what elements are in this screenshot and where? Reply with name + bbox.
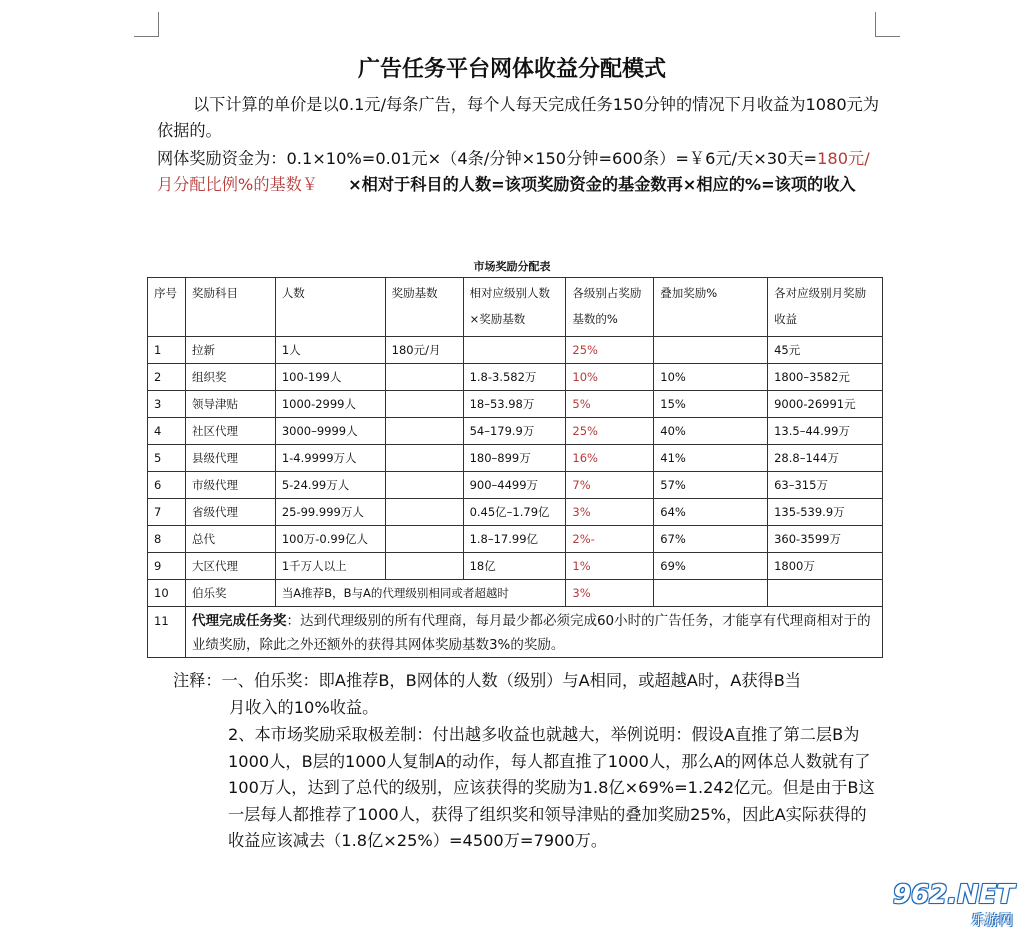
cell-monthly-income: 28.8–144万 [768, 445, 883, 472]
watermark-subtext: 乐游网 [971, 913, 1013, 929]
cell-monthly-income: 9000-26991元 [768, 391, 883, 418]
cell-subject: 社区代理 [185, 418, 275, 445]
table-row-8 [148, 526, 883, 553]
cell-no: 6 [148, 472, 186, 499]
cell-level-base: 1.8–17.99亿 [463, 526, 566, 553]
header-base: 奖励基数 [385, 278, 463, 337]
row10-desc: 当A推荐B，B与A的代理级别相同或者超越时 [275, 580, 566, 607]
formula-highlight: 180元/月分配比例%的基数￥ [157, 149, 870, 194]
cell-level-base: 0.45亿–1.79亿 [463, 499, 566, 526]
cell-base [385, 472, 463, 499]
cell-headcount: 1人 [275, 337, 385, 364]
cell-headcount: 3000–9999人 [275, 418, 385, 445]
table-row-11 [148, 607, 883, 658]
table-row-1 [148, 337, 883, 364]
cell-monthly-income: 1800–3582元 [768, 364, 883, 391]
row10-subject: 伯乐奖 [185, 580, 275, 607]
watermark-logo-text: 962.NET [893, 880, 1015, 910]
cell-no: 7 [148, 499, 186, 526]
table-row-2 [148, 364, 883, 391]
cell-monthly-income: 1800万 [768, 553, 883, 580]
cell-subject: 市级代理 [185, 472, 275, 499]
row10-no: 10 [148, 580, 186, 607]
cell-base [385, 418, 463, 445]
cell-no: 5 [148, 445, 186, 472]
cell-headcount: 1000-2999人 [275, 391, 385, 418]
page-corner-mark-right [875, 12, 900, 37]
cell-stack-pct: 41% [654, 445, 768, 472]
header-subject: 奖励科目 [185, 278, 275, 337]
cell-subject: 大区代理 [185, 553, 275, 580]
cell-headcount: 1-4.9999万人 [275, 445, 385, 472]
cell-subject: 总代 [185, 526, 275, 553]
cell-headcount: 5-24.99万人 [275, 472, 385, 499]
cell-headcount: 25-99.999万人 [275, 499, 385, 526]
table-row-5 [148, 445, 883, 472]
cell-stack-pct: 10% [654, 364, 768, 391]
header-no: 序号 [148, 278, 186, 337]
header-headcount: 人数 [275, 278, 385, 337]
cell-stack-pct [654, 337, 768, 364]
table-row-3 [148, 391, 883, 418]
cell-subject: 领导津贴 [185, 391, 275, 418]
intro-paragraph: 以下计算的单价是以0.1元/每条广告，每个人每天完成任务150分钟的情况下月收益为1080元为依据的。 [157, 95, 880, 140]
cell-no: 4 [148, 418, 186, 445]
cell-subject: 拉新 [185, 337, 275, 364]
note-1 [173, 668, 883, 721]
header-level-pct: 各级别占奖励基数的% [566, 278, 654, 337]
row11-text: ：达到代理级别的所有代理商，每月最少都必须完成60小时的广告任务，才能享有代理商相对于的业绩奖励，除此之外还额外的获得其网体奖励基数3%的奖励。 [191, 613, 871, 653]
cell-base: 180元/月 [385, 337, 463, 364]
cell-stack-pct: 15% [654, 391, 768, 418]
site-watermark [893, 880, 1017, 932]
funding-formula-paragraph [157, 146, 885, 198]
cell-monthly-income: 63–315万 [768, 472, 883, 499]
row10-pct: 3% [566, 580, 654, 607]
cell-stack-pct: 64% [654, 499, 768, 526]
header-level-base: 相对应级别人数×奖励基数 [463, 278, 566, 337]
table-title: 市场奖励分配表 [473, 260, 551, 273]
cell-base [385, 364, 463, 391]
cell-level-base: 18–53.98万 [463, 391, 566, 418]
row10-empty-b [768, 580, 883, 607]
cell-headcount: 100万-0.99亿人 [275, 526, 385, 553]
cell-stack-pct: 69% [654, 553, 768, 580]
cell-subject: 县级代理 [185, 445, 275, 472]
table-body [148, 337, 883, 580]
cell-stack-pct: 57% [654, 472, 768, 499]
table-row-10 [148, 580, 883, 607]
cell-level-base: 18亿 [463, 553, 566, 580]
table-row-4 [148, 418, 883, 445]
note-1-line-1: 注释：一、伯乐奖：即A推荐B，B网体的人数（级别）与A相同，或超越A时，A获得B当 [173, 671, 801, 690]
formula-part-1: 网体奖励资金为：0.1×10%=0.01元×（4条/分钟×150分钟=600条）=￥6元/天×30天= [157, 149, 818, 168]
cell-base [385, 499, 463, 526]
cell-headcount: 100-199人 [275, 364, 385, 391]
row11-label: 代理完成任务奖 [191, 613, 287, 629]
header-stack-pct: 叠加奖励% [654, 278, 768, 337]
cell-level-pct: 2%- [566, 526, 654, 553]
cell-level-pct: 25% [566, 418, 654, 445]
cell-base [385, 391, 463, 418]
cell-monthly-income: 45元 [768, 337, 883, 364]
cell-level-base: 1.8-3.582万 [463, 364, 566, 391]
cell-stack-pct: 67% [654, 526, 768, 553]
header-monthly-income: 各对应级别月奖励收益 [768, 278, 883, 337]
cell-level-pct: 7% [566, 472, 654, 499]
row10-empty-a [654, 580, 768, 607]
cell-level-pct: 16% [566, 445, 654, 472]
document-title: 广告任务平台网体收益分配模式 [357, 57, 666, 82]
cell-no: 8 [148, 526, 186, 553]
cell-monthly-income: 135-539.9万 [768, 499, 883, 526]
cell-level-pct: 5% [566, 391, 654, 418]
cell-subject: 省级代理 [185, 499, 275, 526]
cell-no: 1 [148, 337, 186, 364]
cell-no: 2 [148, 364, 186, 391]
cell-level-pct: 1% [566, 553, 654, 580]
note-1-line-2: 月收入的10%收益。 [229, 697, 379, 717]
cell-stack-pct: 40% [654, 418, 768, 445]
cell-level-pct: 25% [566, 337, 654, 364]
cell-no: 9 [148, 553, 186, 580]
cell-no: 3 [148, 391, 186, 418]
reward-distribution-table [147, 277, 883, 658]
cell-monthly-income: 13.5–44.99万 [768, 418, 883, 445]
cell-level-base: 180–899万 [463, 445, 566, 472]
cell-base [385, 553, 463, 580]
cell-monthly-income: 360-3599万 [768, 526, 883, 553]
row11-content [185, 607, 882, 658]
cell-level-base [463, 337, 566, 364]
note-2: 2、本市场奖励采取极差制：付出越多收益也就越大，举例说明：假设A直推了第二层B为1000人，B层的1000人复制A的动作，每人都直推了1000人，那么A的网体总人数就有了100万人，达到了总代的级别，应该获得的奖励为1.8亿×69%=1.242亿元。但是由于B这一层每人都推荐了1000人，获得了组织奖和领导津贴的叠加奖励25%，因此A实际获得的收益应该减去（1.8亿×25%）=4500万=7900万。 [228, 725, 875, 850]
cell-level-base: 900–4499万 [463, 472, 566, 499]
page-corner-mark-left [134, 12, 159, 37]
table-row-6 [148, 472, 883, 499]
cell-headcount: 1千万人以上 [275, 553, 385, 580]
cell-base [385, 445, 463, 472]
table-header-row [148, 278, 883, 337]
table-row-7 [148, 499, 883, 526]
row11-no: 11 [148, 607, 186, 658]
formula-part-2: ×相对于科目的人数=该项奖励资金的基金数再×相应的%=该项的收入 [348, 175, 856, 194]
cell-level-pct: 3% [566, 499, 654, 526]
table-row-9 [148, 553, 883, 580]
cell-level-base: 54–179.9万 [463, 418, 566, 445]
cell-base [385, 526, 463, 553]
cell-level-pct: 10% [566, 364, 654, 391]
cell-subject: 组织奖 [185, 364, 275, 391]
